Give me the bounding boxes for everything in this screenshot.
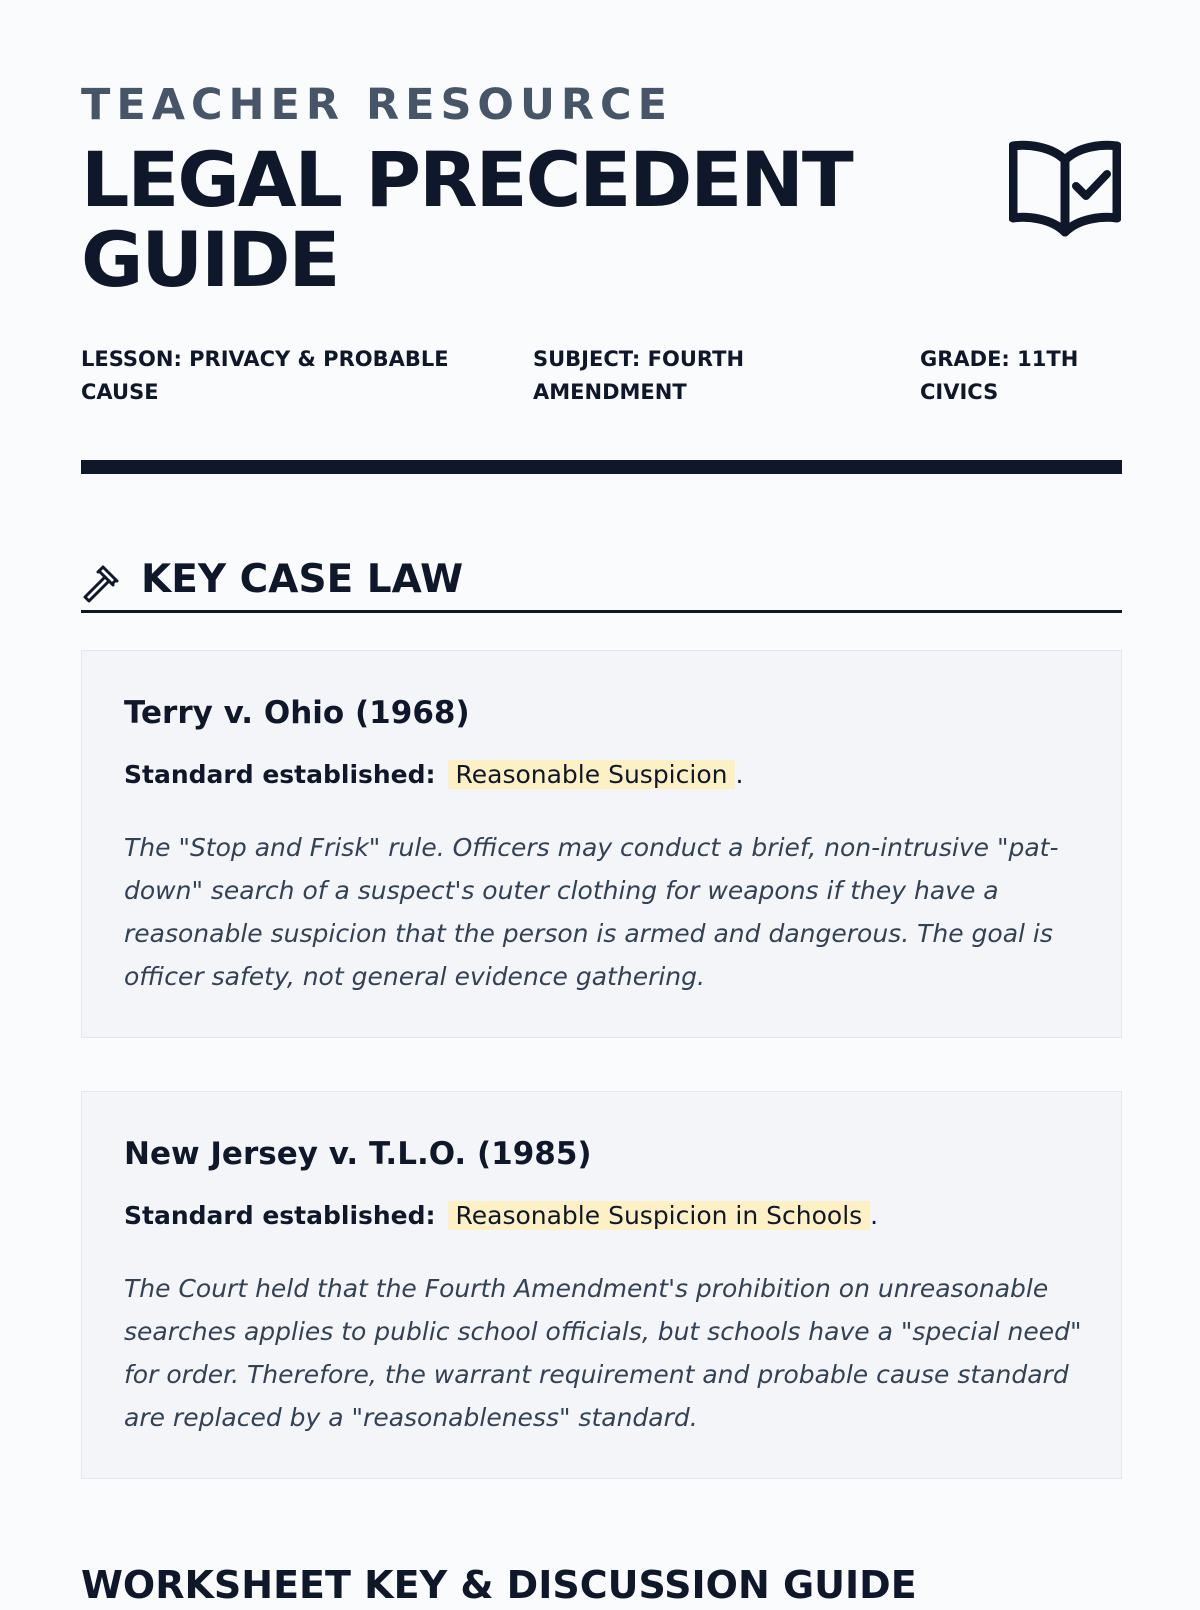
case-description: The Court held that the Fourth Amendment's prohibition on unreasonable searches applies to public school officials, but schools have a "special need" for order. Therefore, the warrant requirement and probable cause standard are replaced by a "reasonableness" standard. <box>124 1274 1082 1432</box>
standard-label: Standard established: <box>124 760 436 789</box>
case-description: The "Stop and Frisk" rule. Officers may conduct a brief, non-intrusive "pat- down" search of a suspect's outer clothing for weapons if they have a reasonable suspicion that the person is armed and dangerous. The goal is officer safety, not general evidence gathering. <box>124 833 1059 991</box>
case-standard: Standard established: Reasonable Suspicion in Schools . <box>124 1201 879 1230</box>
section-title: KEY CASE LAW <box>141 557 464 602</box>
page-title <box>81 135 852 304</box>
grade-label: GRADE: 11TH CIVICS <box>920 347 1079 404</box>
standard-label: Standard established: <box>124 1201 436 1230</box>
case-card <box>81 650 1122 1038</box>
standard-highlight: Reasonable Suspicion in Schools <box>448 1201 871 1230</box>
page-title-line-1: LEGAL PRECEDENT <box>81 135 852 224</box>
standard-highlight: Reasonable Suspicion <box>448 760 736 789</box>
eyebrow-label: TEACHER RESOURCE <box>81 80 673 130</box>
lesson-label: LESSON: PRIVACY & PROBABLE CAUSE <box>81 347 449 404</box>
book-check-icon <box>1009 140 1121 240</box>
case-standard: Standard established: Reasonable Suspicion . <box>124 760 744 789</box>
case-title: New Jersey v. T.L.O. (1985) <box>124 1136 592 1172</box>
case-title: Terry v. Ohio (1968) <box>124 695 470 731</box>
gavel-icon <box>81 563 121 603</box>
section-heading-key-case-law <box>81 555 1122 613</box>
section-heading-worksheet: WORKSHEET KEY & DISCUSSION GUIDE <box>81 1563 917 1607</box>
header-divider <box>81 460 1122 474</box>
lesson-meta <box>81 343 1122 413</box>
subject-label: SUBJECT: FOURTH AMENDMENT <box>533 347 745 404</box>
case-card <box>81 1091 1122 1479</box>
page-title-line-2: GUIDE <box>81 215 339 304</box>
